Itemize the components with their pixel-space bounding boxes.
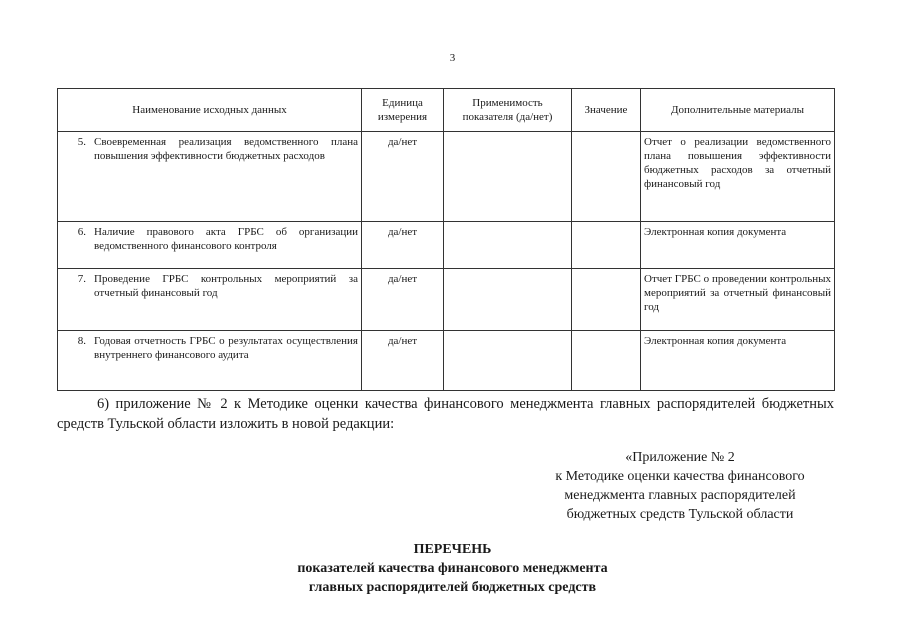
extra-materials-cell: Электронная копия документа — [641, 222, 835, 269]
value-cell — [572, 331, 641, 391]
value-cell — [572, 132, 641, 222]
row-name: Наличие правового акта ГРБС об организации ведомственного финансового контроля — [94, 226, 358, 252]
appendix-line: менеджмента главных распорядителей — [564, 488, 796, 503]
table-header-row — [58, 89, 835, 132]
name-cell — [58, 132, 362, 222]
heading-line: главных распорядителей бюджетных средств — [308, 580, 597, 595]
value-cell — [572, 269, 641, 331]
document-heading — [0, 540, 905, 597]
table-row — [58, 331, 835, 391]
applicability-cell — [444, 222, 572, 269]
name-cell — [58, 331, 362, 391]
row-number: 8. — [77, 335, 86, 347]
applicability-cell — [444, 331, 572, 391]
page-number: 3 — [449, 52, 456, 64]
extra-materials-cell: Отчет о реализации ведомственного плана повышения эффективности бюджетных расходов за отчетный финансовый год — [641, 132, 835, 222]
table-row — [58, 132, 835, 222]
appendix-header — [520, 448, 840, 524]
value-cell — [572, 222, 641, 269]
row-number: 7. — [77, 273, 86, 285]
unit-cell: да/нет — [362, 331, 444, 391]
extra-materials-cell: Отчет ГРБС о проведении контрольных мероприятий за отчетный финансовый год — [641, 269, 835, 331]
name-cell — [58, 269, 362, 331]
applicability-cell — [444, 269, 572, 331]
table-row — [58, 222, 835, 269]
heading-title: ПЕРЕЧЕНЬ — [413, 542, 492, 557]
source-data-table — [57, 88, 835, 391]
heading-line: показателей качества финансового менеджмента — [297, 561, 608, 576]
header-applicability: Применимость показателя (да/нет) — [444, 89, 572, 132]
amendment-paragraph: 6) приложение № 2 к Методике оценки качества финансового менеджмента главных распорядителей бюджетных средств Тульской области изложить в новой редакции: — [57, 396, 834, 432]
header-unit: Единица измерения — [362, 89, 444, 132]
unit-cell: да/нет — [362, 132, 444, 222]
appendix-line: к Методике оценки качества финансового — [555, 469, 805, 484]
row-number: 6. — [77, 226, 86, 238]
table-row — [58, 269, 835, 331]
applicability-cell — [444, 132, 572, 222]
row-name: Годовая отчетность ГРБС о результатах осуществления внутреннего финансового аудита — [94, 335, 358, 361]
header-name: Наименование исходных данных — [58, 89, 362, 132]
extra-materials-cell: Электронная копия документа — [641, 331, 835, 391]
name-cell — [58, 222, 362, 269]
unit-cell: да/нет — [362, 269, 444, 331]
appendix-line: «Приложение № 2 — [625, 450, 735, 465]
appendix-line: бюджетных средств Тульской области — [566, 507, 794, 522]
unit-cell: да/нет — [362, 222, 444, 269]
row-name: Проведение ГРБС контрольных мероприятий за отчетный финансовый год — [94, 273, 358, 299]
header-value: Значение — [572, 89, 641, 132]
row-name: Своевременная реализация ведомственного плана повышения эффективности бюджетных расходов — [94, 136, 358, 162]
header-extra-materials: Дополнительные материалы — [641, 89, 835, 132]
row-number: 5. — [77, 136, 86, 148]
